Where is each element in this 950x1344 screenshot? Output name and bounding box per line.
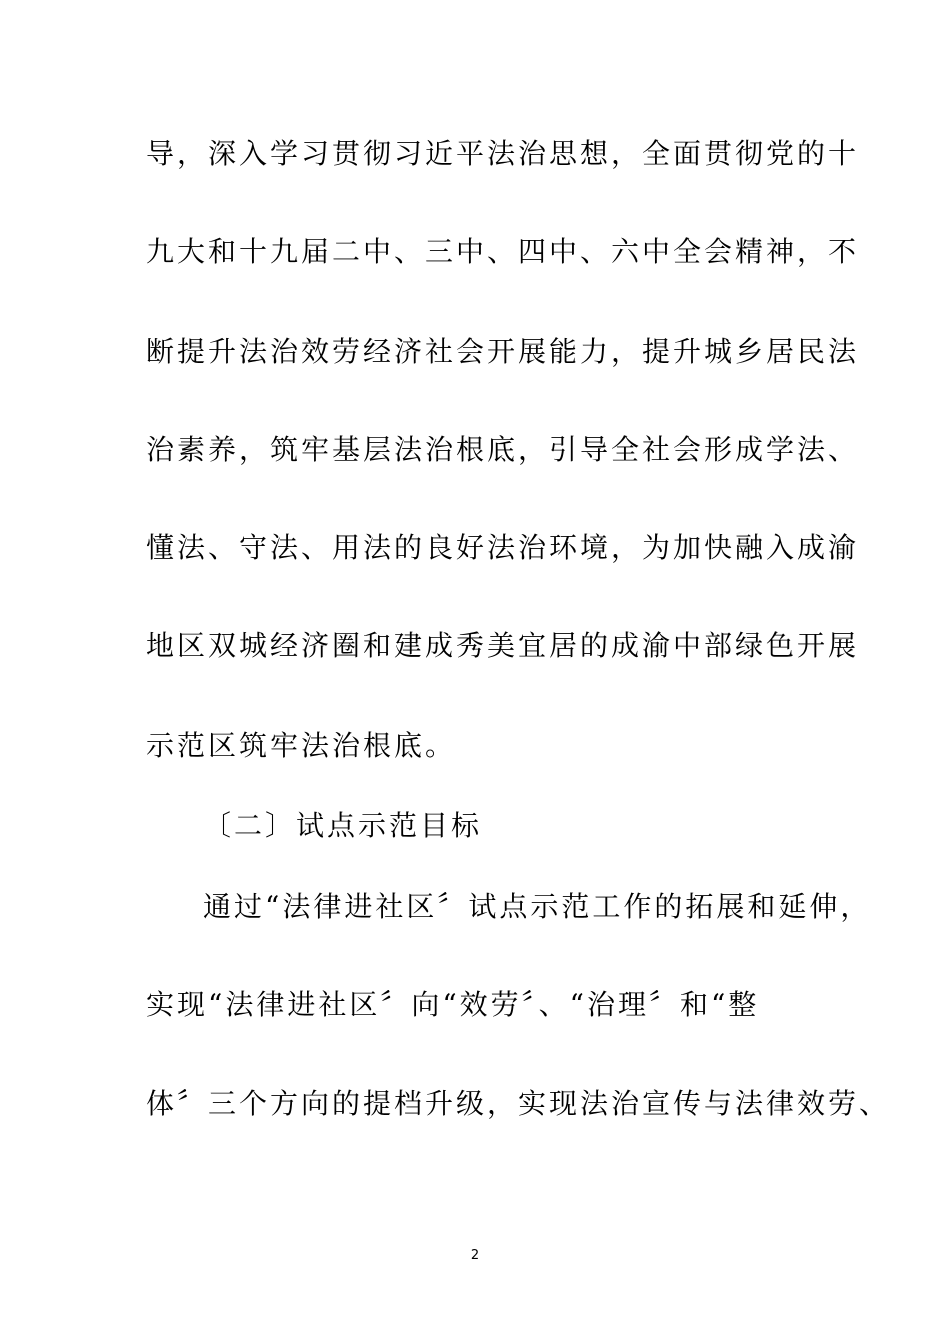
text-line: 懂法、守法、用法的良好法治环境，为加快融入成渝 (146, 531, 860, 564)
text-line: 断提升法治效劳经济社会开展能力，提升城乡居民法 (146, 335, 860, 368)
page-number: 2 (470, 1248, 480, 1263)
text-line: 实现“法律进社区〞向“效劳〞、“治理〞和“整 (146, 988, 760, 1021)
section-heading: 〔二〕试点示范目标 (203, 809, 483, 842)
text-line: 九大和十九届二中、三中、四中、六中全会精神，不 (146, 235, 860, 268)
text-line: 体〞三个方向的提档升级，实现法治宣传与法律效劳、 (146, 1087, 891, 1120)
text-line: 通过“法律进社区〞试点示范工作的拓展和延伸， (203, 890, 872, 923)
text-line: 治素养，筑牢基层法治根底，引导全社会形成学法、 (146, 433, 860, 466)
text-line: 导，深入学习贯彻习近平法治思想，全面贯彻党的十 (146, 137, 860, 170)
text-line: 示范区筑牢法治根底。 (146, 729, 457, 762)
text-line: 地区双城经济圈和建成秀美宜居的成渝中部绿色开展 (146, 629, 860, 662)
